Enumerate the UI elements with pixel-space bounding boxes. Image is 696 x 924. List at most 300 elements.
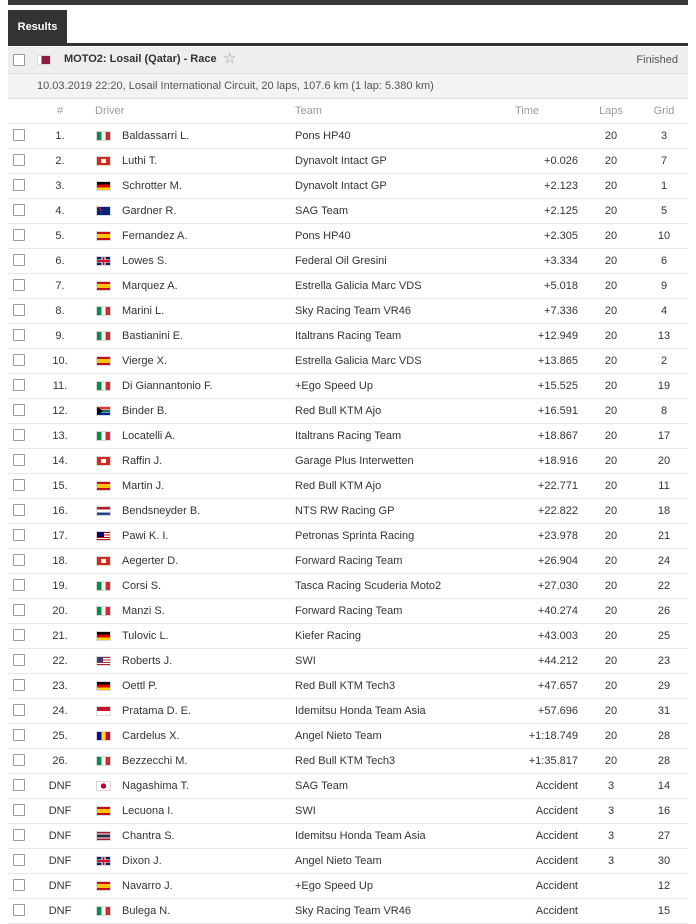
ita-flag-icon [96,606,111,616]
position: 2. [55,155,65,167]
grid-position: 11 [658,480,670,492]
driver-name[interactable]: Dixon J. [122,855,162,867]
race-header [8,47,688,74]
laps: 20 [604,355,618,367]
row-checkbox[interactable] [13,254,25,266]
ita-flag-icon [96,306,111,316]
grid-position: 18 [657,505,671,517]
laps: 20 [604,155,618,167]
time-gap: +23.978 [537,530,578,542]
position: 9. [55,330,65,342]
row-checkbox[interactable] [13,904,25,916]
grid-position: 14 [657,780,671,792]
row-checkbox[interactable] [13,429,25,441]
laps: 3 [607,830,615,842]
team-name: Red Bull KTM Tech3 [295,680,396,692]
driver-name[interactable]: Binder B. [122,405,168,417]
team-name: SWI [295,655,316,667]
row-checkbox[interactable] [13,279,25,291]
time-gap: +18.867 [537,430,578,442]
driver-name[interactable]: Bulega N. [122,905,171,917]
grid-position: 16 [657,805,671,817]
time-gap: +2.305 [544,230,578,242]
grid-position: 19 [657,380,671,392]
table-row[interactable] [8,249,688,274]
table-row[interactable] [8,699,688,724]
position: 8. [55,305,65,317]
row-checkbox[interactable] [13,754,25,766]
grid-position: 23 [657,655,671,667]
table-row[interactable] [8,124,688,149]
table-row[interactable] [8,624,688,649]
table-row[interactable] [8,524,688,549]
team-name: Idemitsu Honda Team Asia [295,830,426,842]
table-row[interactable] [8,649,688,674]
laps: 20 [604,255,618,267]
table-row[interactable] [8,174,688,199]
time-gap: +7.336 [544,305,578,317]
ita-flag-icon [96,431,111,441]
esp-flag-icon [96,481,111,491]
row-checkbox[interactable] [13,529,25,541]
position: 11. [52,380,68,392]
driver-name[interactable]: Tulovic L. [122,630,169,642]
top-bar [8,0,688,5]
position: 23. [52,680,68,692]
table-row[interactable] [8,474,688,499]
row-checkbox[interactable] [13,454,25,466]
ita-flag-icon [96,906,111,916]
driver-name[interactable]: Chantra S. [122,830,175,842]
grid-position: 21 [657,530,671,542]
grid-position: 2 [660,355,668,367]
driver-name[interactable]: Aegerter D. [122,555,179,567]
position: 19. [52,580,68,592]
position: 22. [52,655,68,667]
table-row[interactable] [8,199,688,224]
laps: 3 [607,805,615,817]
laps: 20 [604,130,618,142]
row-checkbox[interactable] [13,779,25,791]
position: DNF [48,830,72,842]
team-name: Red Bull KTM Tech3 [295,755,396,767]
star-outline-icon[interactable]: ☆ [223,50,237,67]
position: 3. [55,180,65,192]
time-gap: +0.026 [544,155,578,167]
row-checkbox[interactable] [13,579,25,591]
team-name: Angel Nieto Team [295,855,382,867]
table-row[interactable] [8,499,688,524]
table-row[interactable] [8,824,688,849]
laps: 3 [607,780,615,792]
team-name: Dynavolt Intact GP [295,155,387,167]
grid-position: 22 [657,580,671,592]
time-gap: +22.822 [537,505,578,517]
race-details-row [8,74,688,99]
grid-position: 31 [657,705,671,717]
ger-flag-icon [96,181,111,191]
driver-name[interactable]: Locatelli A. [122,430,176,442]
laps: 20 [604,705,618,717]
grid-position: 15 [657,905,671,917]
table-row[interactable] [8,599,688,624]
row-checkbox[interactable] [13,379,25,391]
time-gap: +26.904 [537,555,578,567]
laps: 20 [604,755,618,767]
time-gap: +1:35.817 [528,755,578,767]
laps: 20 [604,280,618,292]
table-row[interactable] [8,874,688,899]
driver-name[interactable]: Marquez A. [122,280,178,292]
grid-position: 12 [657,880,671,892]
team-name: Sky Racing Team VR46 [295,305,411,317]
position: DNF [48,880,72,892]
column-header-row [8,99,688,124]
team-name: Red Bull KTM Ajo [295,405,382,417]
driver-name[interactable]: Corsi S. [122,580,162,592]
time-gap: +43.003 [537,630,578,642]
driver-name[interactable]: Lecuona I. [122,805,174,817]
grid-position: 24 [657,555,671,567]
team-name: Petronas Sprinta Racing [295,530,415,542]
laps: 20 [604,480,618,492]
row-checkbox[interactable] [13,854,25,866]
team-name: +Ego Speed Up [295,880,373,892]
time-gap: +2.125 [544,205,578,217]
time-gap: +12.949 [537,330,578,342]
row-checkbox[interactable] [13,354,25,366]
table-row[interactable] [8,349,688,374]
time-gap: +13.865 [537,355,578,367]
row-checkbox[interactable] [13,329,25,341]
laps: 20 [604,405,618,417]
row-checkbox[interactable] [13,554,25,566]
grid-position: 1 [660,180,668,192]
laps: 20 [604,505,618,517]
and-flag-icon [96,731,111,741]
position: DNF [48,855,72,867]
team-name: SWI [295,805,316,817]
table-row[interactable] [8,774,688,799]
team-name: Estrella Galicia Marc VDS [295,280,422,292]
team-name: Italtrans Racing Team [295,330,402,342]
position: 6. [55,255,65,267]
time-gap: +57.696 [537,705,578,717]
qatar-flag-icon [37,55,51,65]
laps: 20 [604,680,618,692]
table-row[interactable] [8,224,688,249]
time-gap: +3.334 [544,255,578,267]
grid-position: 26 [657,605,671,617]
row-checkbox[interactable] [13,129,25,141]
position: 20. [52,605,68,617]
team-name: Forward Racing Team [295,605,403,617]
row-checkbox[interactable] [13,304,25,316]
position: 24. [52,705,68,717]
position: 4. [55,205,65,217]
time-gap: +15.525 [537,380,578,392]
team-name: SAG Team [295,780,348,792]
sui-flag-icon [96,456,111,466]
position: 17. [52,530,68,542]
time-gap: Accident [535,780,578,792]
laps: 20 [604,630,618,642]
row-checkbox[interactable] [13,729,25,741]
position: 14. [52,455,68,467]
grid-position: 28 [657,730,671,742]
position: 5. [55,230,65,242]
aus-flag-icon [96,206,111,216]
time-gap: +1:18.749 [528,730,578,742]
col-time-header: Time [514,105,540,117]
time-gap: +40.274 [537,605,578,617]
row-checkbox[interactable] [13,879,25,891]
race-checkbox[interactable] [13,54,25,66]
table-row[interactable] [8,549,688,574]
driver-name[interactable]: Fernandez A. [122,230,188,242]
grid-position: 13 [657,330,671,342]
tab-results[interactable]: Results [8,10,67,43]
grid-position: 9 [660,280,668,292]
time-gap: Accident [535,830,578,842]
tha-flag-icon [96,831,111,841]
grid-position: 17 [657,430,671,442]
grid-position: 29 [657,680,671,692]
driver-name[interactable]: Luthi T. [122,155,158,167]
esp-flag-icon [96,356,111,366]
jpn-flag-icon [96,781,111,791]
ita-flag-icon [96,581,111,591]
table-row[interactable] [8,724,688,749]
team-name: Forward Racing Team [295,555,403,567]
laps: 20 [604,330,618,342]
row-checkbox[interactable] [13,629,25,641]
ita-flag-icon [96,131,111,141]
row-checkbox[interactable] [13,204,25,216]
position: 7. [55,280,65,292]
laps: 20 [604,530,618,542]
row-checkbox[interactable] [13,829,25,841]
row-checkbox[interactable] [13,229,25,241]
table-row[interactable] [8,849,688,874]
team-name: Dynavolt Intact GP [295,180,387,192]
driver-name[interactable]: Baldassarri L. [122,130,190,142]
driver-name[interactable]: Pratama D. E. [122,705,192,717]
ita-flag-icon [96,381,111,391]
team-name: Angel Nieto Team [295,730,382,742]
laps: 20 [604,555,618,567]
laps: 20 [604,655,618,667]
sui-flag-icon [96,556,111,566]
table-row[interactable] [8,574,688,599]
row-checkbox[interactable] [13,479,25,491]
position: 15. [52,480,68,492]
ita-flag-icon [96,756,111,766]
row-checkbox[interactable] [13,404,25,416]
gbr-flag-icon [96,856,111,866]
laps: 20 [604,180,618,192]
time-gap: +16.591 [537,405,578,417]
time-gap: Accident [535,880,578,892]
esp-flag-icon [96,281,111,291]
driver-name[interactable]: Raffin J. [122,455,163,467]
team-name: Idemitsu Honda Team Asia [295,705,426,717]
team-name: SAG Team [295,205,348,217]
ger-flag-icon [96,631,111,641]
row-checkbox[interactable] [13,154,25,166]
col-laps-header: Laps [599,105,623,117]
row-checkbox[interactable] [13,804,25,816]
time-gap: +18.916 [537,455,578,467]
position: 13. [52,430,68,442]
row-checkbox[interactable] [13,504,25,516]
ina-flag-icon [96,706,111,716]
sui-flag-icon [96,156,111,166]
race-details: 10.03.2019 22:20, Losail International Circuit, 20 laps, 107.6 km (1 lap: 5.380 km) [37,80,434,92]
time-gap: +22.771 [537,480,578,492]
grid-position: 3 [660,130,668,142]
team-name: Garage Plus Interwetten [295,455,414,467]
mal-flag-icon [96,531,111,541]
grid-position: 25 [657,630,671,642]
team-name: Federal Oil Gresini [295,255,387,267]
grid-position: 5 [660,205,668,217]
row-checkbox[interactable] [13,604,25,616]
team-name: Pons HP40 [295,130,351,142]
team-name: Red Bull KTM Ajo [295,480,382,492]
driver-name[interactable]: Di Giannantonio F. [122,380,213,392]
laps: 20 [604,580,618,592]
row-checkbox[interactable] [13,704,25,716]
ned-flag-icon [96,506,111,516]
driver-name[interactable]: Navarro J. [122,880,173,892]
grid-position: 28 [657,755,671,767]
time-gap: +44.212 [537,655,578,667]
time-gap: +2.123 [544,180,578,192]
table-row[interactable] [8,374,688,399]
gbr-flag-icon [96,256,111,266]
table-row[interactable] [8,399,688,424]
results-table [8,124,688,924]
team-name: NTS RW Racing GP [295,505,395,517]
laps: 3 [607,855,615,867]
row-checkbox[interactable] [13,679,25,691]
time-gap: Accident [535,805,578,817]
table-row[interactable] [8,899,688,924]
col-team-header: Team [295,105,322,117]
time-gap: Accident [535,905,578,917]
laps: 20 [604,205,618,217]
position: 1. [55,130,65,142]
laps: 20 [604,230,618,242]
laps: 20 [604,605,618,617]
position: 10. [52,355,68,367]
laps: 20 [604,730,618,742]
ger-flag-icon [96,681,111,691]
laps: 20 [604,380,618,392]
position: DNF [48,905,72,917]
esp-flag-icon [96,231,111,241]
rsa-flag-icon [96,406,111,416]
col-pos-header: # [56,105,64,117]
table-row[interactable] [8,299,688,324]
grid-position: 10 [657,230,671,242]
driver-name[interactable]: Bastianini E. [122,330,184,342]
time-gap: +47.657 [537,680,578,692]
team-name: Sky Racing Team VR46 [295,905,411,917]
laps: 20 [604,455,618,467]
position: 18. [52,555,68,567]
row-checkbox[interactable] [13,654,25,666]
team-name: Pons HP40 [295,230,351,242]
table-row[interactable] [8,324,688,349]
usa-flag-icon [96,656,111,666]
table-row[interactable] [8,274,688,299]
tab-underline [8,43,688,46]
table-row[interactable] [8,674,688,699]
driver-name[interactable]: Gardner R. [122,205,177,217]
position: 21. [52,630,68,642]
grid-position: 20 [657,455,671,467]
time-gap: +27.030 [537,580,578,592]
driver-name[interactable]: Roberts J. [122,655,173,667]
race-status: Finished [636,54,678,66]
driver-name[interactable]: Bezzecchi M. [122,755,188,767]
grid-position: 27 [657,830,671,842]
esp-flag-icon [96,806,111,816]
team-name: Tasca Racing Scuderia Moto2 [295,580,442,592]
driver-name[interactable]: Lowes S. [122,255,168,267]
grid-position: 7 [660,155,668,167]
driver-name[interactable]: Pawi K. I. [122,530,169,542]
laps: 20 [604,430,618,442]
table-row[interactable] [8,424,688,449]
position: DNF [48,805,72,817]
table-row[interactable] [8,149,688,174]
time-gap: +5.018 [544,280,578,292]
driver-name[interactable]: Bendsneyder B. [122,505,201,517]
driver-name[interactable]: Schrotter M. [122,180,182,192]
laps: 20 [604,305,618,317]
position: 16. [52,505,68,517]
grid-position: 6 [660,255,668,267]
driver-name[interactable]: Cardelus X. [122,730,180,742]
team-name: Kiefer Racing [295,630,362,642]
table-row[interactable] [8,449,688,474]
driver-name[interactable]: Nagashima T. [122,780,190,792]
team-name: Estrella Galicia Marc VDS [295,355,422,367]
col-driver-header: Driver [95,105,125,117]
driver-name[interactable]: Manzi S. [122,605,165,617]
row-checkbox[interactable] [13,179,25,191]
col-grid-header: Grid [653,105,675,117]
position: 12. [52,405,68,417]
team-name: Italtrans Racing Team [295,430,402,442]
driver-name[interactable]: Vierge X. [122,355,168,367]
position: 25. [52,730,68,742]
table-row[interactable] [8,749,688,774]
position: 26. [52,755,68,767]
race-title[interactable]: MOTO2: Losail (Qatar) - Race [64,53,217,65]
grid-position: 4 [660,305,668,317]
driver-name[interactable]: Martin J. [122,480,165,492]
table-row[interactable] [8,799,688,824]
driver-name[interactable]: Marini L. [122,305,165,317]
driver-name[interactable]: Oettl P. [122,680,158,692]
grid-position: 8 [660,405,668,417]
ita-flag-icon [96,331,111,341]
time-gap: Accident [535,855,578,867]
